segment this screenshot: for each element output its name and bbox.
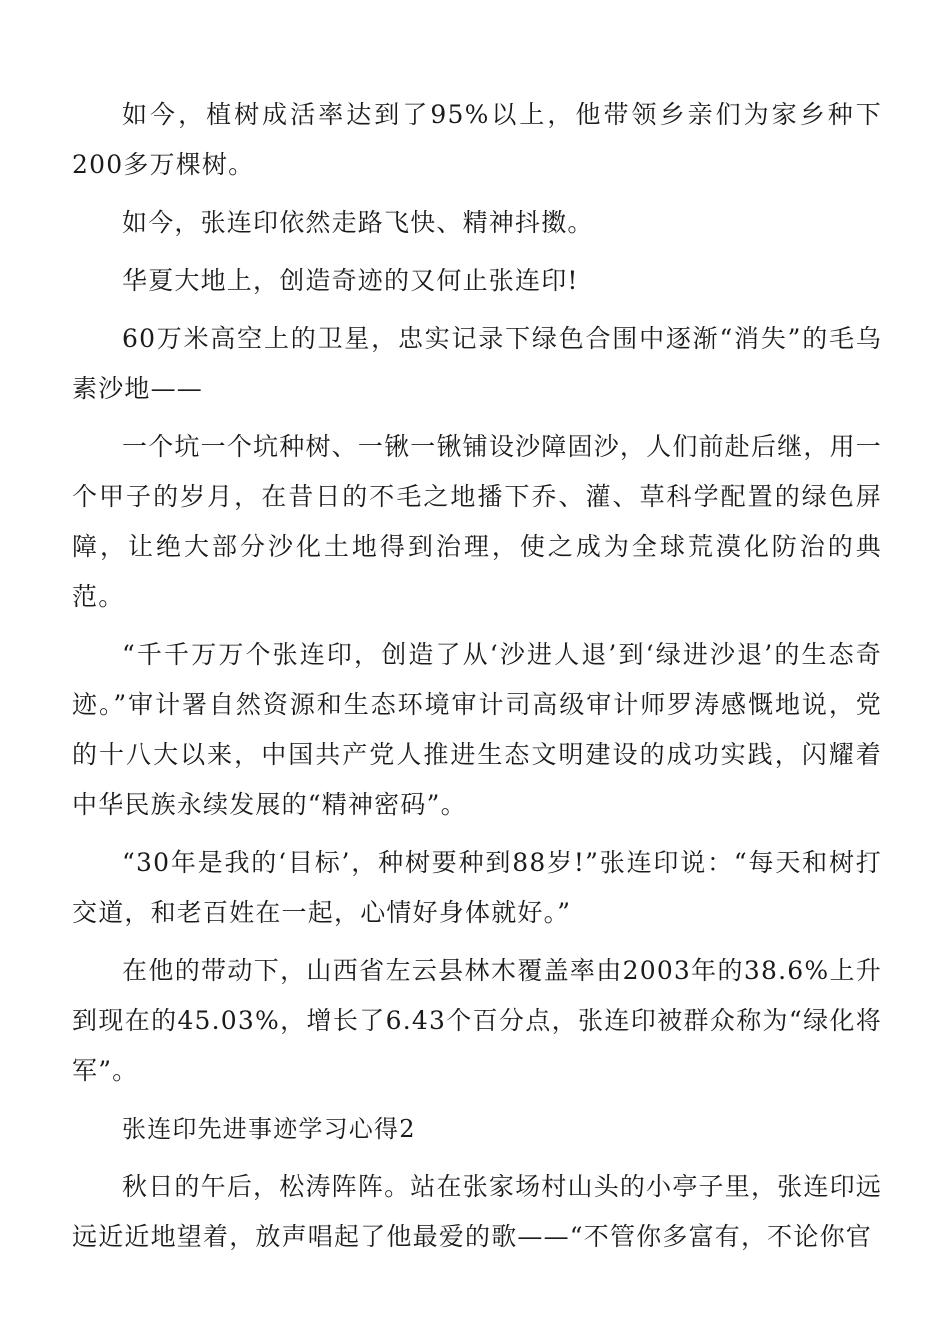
paragraph-1: 如今，植树成活率达到了95%以上，他带领乡亲们为家乡种下200多万棵树。 — [72, 100, 882, 179]
paragraph-4: 60万米高空上的卫星，忠实记录下绿色合围中逐渐“消失”的毛乌素沙地—— — [72, 324, 882, 403]
paragraph-2: 如今，张连印依然走路飞快、精神抖擞。 — [122, 208, 594, 237]
document-body — [72, 90, 882, 1270]
paragraph-8: 在他的带动下，山西省左云县林木覆盖率由2003年的38.6%上升到现在的45.03%，增长了6.43个百分点，张连印被群众称为“绿化将军”。 — [72, 956, 882, 1085]
paragraph-6: “千千万万个张连印，创造了从‘沙进人退’到‘绿进沙退’的生态奇迹。”审计署自然资源和生态环境审计司高级审计师罗涛感慨地说，党的十八大以来，中国共产党人推进生态文明建设的成功实践，闪耀着中华民族永续发展的“精神密码”。 — [72, 640, 882, 819]
paragraph-3: 华夏大地上，创造奇迹的又何止张连印! — [122, 266, 579, 295]
paragraph-5: 一个坑一个坑种树、一锹一锹铺设沙障固沙，人们前赴后继，用一个甲子的岁月，在昔日的不毛之地播下乔、灌、草科学配置的绿色屏障，让绝大部分沙化土地得到治理，使之成为全球荒漠化防治的典范。 — [72, 432, 882, 611]
paragraph-9: 秋日的午后，松涛阵阵。站在张家场村山头的小亭子里，张连印远远近近地望着，放声唱起了他最爱的歌——“不管你多富有，不论你官 — [72, 1172, 882, 1251]
section-heading: 张连印先进事迹学习心得2 — [122, 1115, 416, 1143]
paragraph-7: “30年是我的‘目标’，种树要种到88岁!”张连印说：“每天和树打交道，和老百姓在一起，心情好身体就好。” — [72, 848, 882, 927]
